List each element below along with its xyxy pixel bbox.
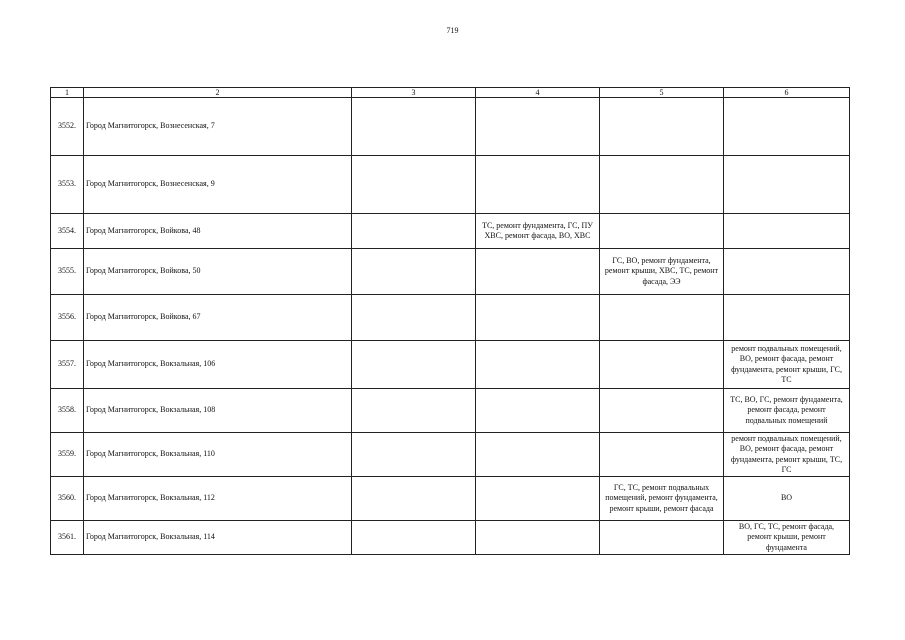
cell-col6 [724,295,850,341]
table-row [51,341,850,389]
row-number: 3552. [51,98,84,156]
cell-col4 [476,521,600,555]
table-row [51,389,850,433]
cell-col6 [724,214,850,249]
cell-col5 [600,433,724,477]
cell-col4: ТС, ремонт фундамента, ГС, ПУ ХВС, ремонт фасада, ВО, ХВС [476,214,600,249]
table-row [51,249,850,295]
cell-col6 [724,98,850,156]
cell-col4 [476,433,600,477]
cell-col4 [476,389,600,433]
cell-col5 [600,214,724,249]
table-row [51,521,850,555]
address-cell: Город Магнитогорск, Вознесенская, 9 [84,156,352,214]
column-header: 2 [84,88,352,98]
row-number: 3555. [51,249,84,295]
cell-col3 [352,214,476,249]
row-number: 3561. [51,521,84,555]
table-row [51,433,850,477]
row-number: 3557. [51,341,84,389]
table-row [51,214,850,249]
cell-col4 [476,295,600,341]
cell-col5 [600,341,724,389]
cell-col6 [724,156,850,214]
cell-col3 [352,295,476,341]
column-header: 5 [600,88,724,98]
cell-col3 [352,156,476,214]
address-cell: Город Магнитогорск, Войкова, 50 [84,249,352,295]
row-number: 3560. [51,477,84,521]
cell-col5 [600,98,724,156]
address-cell: Город Магнитогорск, Вокзальная, 106 [84,341,352,389]
page-number: 719 [446,26,459,35]
row-number: 3558. [51,389,84,433]
cell-col6: ВО, ГС, ТС, ремонт фасада, ремонт крыши, ремонт фундамента [724,521,850,555]
address-cell: Город Магнитогорск, Войкова, 67 [84,295,352,341]
cell-col5 [600,295,724,341]
table-row [51,477,850,521]
column-header: 3 [352,88,476,98]
cell-col3 [352,249,476,295]
cell-col4 [476,477,600,521]
address-cell: Город Магнитогорск, Войкова, 48 [84,214,352,249]
address-cell: Город Магнитогорск, Вокзальная, 114 [84,521,352,555]
address-cell: Город Магнитогорск, Вокзальная, 108 [84,389,352,433]
cell-col5 [600,156,724,214]
row-number: 3559. [51,433,84,477]
cell-col5 [600,521,724,555]
cell-col6: ремонт подвальных помещений, ВО, ремонт фасада, ремонт фундамента, ремонт крыши, ТС, ГС [724,433,850,477]
column-header: 6 [724,88,850,98]
cell-col3 [352,433,476,477]
address-cell: Город Магнитогорск, Вокзальная, 110 [84,433,352,477]
cell-col6: ремонт подвальных помещений, ВО, ремонт фасада, ремонт фундамента, ремонт крыши, ГС, ТС [724,341,850,389]
address-cell: Город Магнитогорск, Вознесенская, 7 [84,98,352,156]
table-row [51,98,850,156]
row-number: 3556. [51,295,84,341]
header-row [51,88,850,98]
cell-col4 [476,341,600,389]
address-cell: Город Магнитогорск, Вокзальная, 112 [84,477,352,521]
cell-col3 [352,98,476,156]
column-header: 4 [476,88,600,98]
cell-col5: ГС, ТС, ремонт подвальных помещений, ремонт фундамента, ремонт крыши, ремонт фасада [600,477,724,521]
work-register-table [50,87,850,555]
cell-col6: ВО [724,477,850,521]
cell-col5 [600,389,724,433]
cell-col3 [352,521,476,555]
cell-col3 [352,341,476,389]
column-header: 1 [51,88,84,98]
cell-col4 [476,156,600,214]
cell-col4 [476,249,600,295]
cell-col4 [476,98,600,156]
cell-col6 [724,249,850,295]
table-row [51,156,850,214]
cell-col6: ТС, ВО, ГС, ремонт фундамента, ремонт фасада, ремонт подвальных помещений [724,389,850,433]
table-row [51,295,850,341]
row-number: 3553. [51,156,84,214]
cell-col3 [352,477,476,521]
cell-col5: ГС, ВО, ремонт фундамента, ремонт крыши, ХВС, ТС, ремонт фасада, ЭЭ [600,249,724,295]
row-number: 3554. [51,214,84,249]
cell-col3 [352,389,476,433]
